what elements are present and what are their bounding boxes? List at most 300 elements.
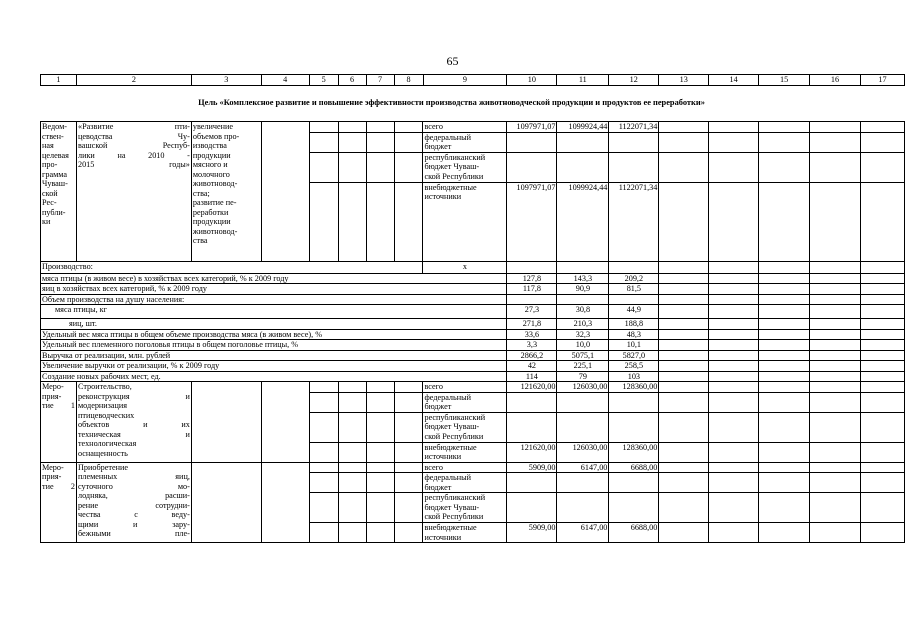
empty-cell (810, 294, 861, 305)
empty-cell (810, 412, 861, 442)
empty-cell (860, 473, 904, 493)
empty-cell (709, 361, 759, 372)
value-cell-col12: 258,5 (609, 361, 659, 372)
empty-cell (338, 493, 366, 523)
empty-cell (309, 392, 338, 412)
column-number-cell: 2 (76, 75, 191, 86)
value-cell-col11: 126030,00 (557, 442, 609, 462)
funding-source-cell: внебюджетные источники (423, 182, 507, 261)
indicator-label: мяса птицы (в живом весе) в хозяйствах всех категорий, % к 2009 году (41, 273, 507, 284)
empty-cell (309, 523, 338, 543)
column-number-cell: 16 (810, 75, 861, 86)
empty-cell (759, 392, 810, 412)
column-number-cell: 12 (609, 75, 659, 86)
empty-cell (709, 382, 759, 393)
value-cell-col10: 5909,00 (507, 523, 557, 543)
empty-cell (759, 132, 810, 152)
empty-cell (810, 182, 861, 261)
empty-cell (659, 284, 709, 295)
empty-cell (759, 261, 810, 273)
empty-cell (810, 329, 861, 340)
value-cell-col11: 1099924,44 (557, 122, 609, 133)
value-cell-col11 (557, 493, 609, 523)
empty-cell (309, 473, 338, 493)
empty-cell (261, 462, 309, 543)
empty-cell (659, 462, 709, 473)
indicator-row (41, 261, 905, 273)
empty-cell (659, 340, 709, 351)
value-cell-col11: 6147,00 (557, 462, 609, 473)
empty-cell (860, 412, 904, 442)
empty-cell (759, 284, 810, 295)
empty-cell (860, 273, 904, 284)
empty-cell (609, 294, 659, 305)
empty-cell (860, 261, 904, 273)
empty-cell (394, 392, 423, 412)
value-cell-col10: 3,3 (507, 340, 557, 351)
block-goal-cell (191, 382, 261, 463)
empty-cell (338, 442, 366, 462)
value-cell-col12: 1122071,34 (609, 122, 659, 133)
empty-cell (366, 182, 394, 261)
table-row (41, 382, 905, 393)
column-number-header (40, 74, 905, 86)
empty-cell (759, 473, 810, 493)
column-number-cell: 14 (709, 75, 759, 86)
empty-cell (366, 122, 394, 133)
empty-cell (394, 382, 423, 393)
funding-source-cell: внебюджетные источники (423, 523, 507, 543)
empty-cell (860, 371, 904, 382)
empty-cell (309, 182, 338, 261)
column-number-cell: 7 (366, 75, 394, 86)
value-cell-col12: 1122071,34 (609, 182, 659, 261)
table-row (41, 122, 905, 133)
value-cell-col10: 1097971,07 (507, 182, 557, 261)
value-cell-col12: 128360,00 (609, 442, 659, 462)
empty-cell (860, 182, 904, 261)
value-cell-col11: 126030,00 (557, 382, 609, 393)
column-number-cell: 17 (860, 75, 904, 86)
value-cell-col11 (557, 152, 609, 182)
block-name-cell: Приобретение племенных яиц, суточного мо- лодняка, расши- рение сотрудни- чества с веду- щими и зару- бежными пле- (76, 462, 191, 543)
indicator-row (41, 284, 905, 295)
empty-cell (709, 412, 759, 442)
block-type-cell: Меро- прия- тие 2 (41, 462, 77, 543)
value-cell-col12: 6688,00 (609, 523, 659, 543)
empty-cell (394, 493, 423, 523)
indicator-label: Удельный вес мяса птицы в общем объеме производства мяса (в живом весе), % (41, 329, 507, 340)
empty-cell (759, 442, 810, 462)
indicator-label: Создание новых рабочих мест, ед. (41, 371, 507, 382)
empty-cell (860, 392, 904, 412)
value-cell-col11: 6147,00 (557, 523, 609, 543)
empty-cell (659, 473, 709, 493)
empty-cell (609, 261, 659, 273)
value-cell-col12 (609, 392, 659, 412)
empty-cell (759, 371, 810, 382)
goal-title: Цель «Комплексное развитие и повышение эффективности производства животноводческой продукции и продуктов ее переработки» (198, 98, 705, 107)
indicator-row (41, 329, 905, 340)
indicator-row (41, 294, 905, 305)
empty-cell (860, 122, 904, 133)
empty-cell (810, 284, 861, 295)
empty-cell (759, 182, 810, 261)
empty-cell (709, 182, 759, 261)
empty-cell (394, 122, 423, 133)
empty-cell (557, 261, 609, 273)
column-number-cell: 3 (191, 75, 261, 86)
empty-cell (860, 493, 904, 523)
empty-cell (394, 182, 423, 261)
empty-cell (659, 442, 709, 462)
empty-cell (860, 442, 904, 462)
value-cell-col10: 1097971,07 (507, 122, 557, 133)
empty-cell (338, 132, 366, 152)
value-cell-col10 (507, 132, 557, 152)
value-cell-col10 (507, 392, 557, 412)
column-number-cell: 10 (507, 75, 557, 86)
empty-cell (338, 523, 366, 543)
empty-cell (709, 284, 759, 295)
value-cell-col12 (609, 412, 659, 442)
empty-cell (338, 382, 366, 393)
column-number-cell: 15 (759, 75, 810, 86)
empty-cell (394, 412, 423, 442)
value-cell-col10: 127,8 (507, 273, 557, 284)
empty-cell (366, 412, 394, 442)
empty-cell (709, 442, 759, 462)
empty-cell (709, 132, 759, 152)
empty-cell (860, 361, 904, 372)
empty-cell (810, 122, 861, 133)
empty-cell (659, 294, 709, 305)
empty-cell (709, 122, 759, 133)
funding-source-cell: федеральный бюджет (423, 392, 507, 412)
value-cell-col11: 32,3 (557, 329, 609, 340)
value-cell-col11: 5075,1 (557, 350, 609, 361)
empty-cell (810, 361, 861, 372)
value-cell-col11: 10,0 (557, 340, 609, 351)
block-goal-cell: увеличение объемов про- изводства продукции мясного и молочного животновод- ства; развитие пе- реработки продукции животновод- ства (191, 122, 261, 262)
indicator-section-header: Объем производства на душу населения: (41, 294, 507, 305)
value-cell-col12: 188,8 (609, 319, 659, 330)
value-cell-col11 (557, 473, 609, 493)
indicator-row (41, 361, 905, 372)
empty-cell (338, 473, 366, 493)
table-row (41, 462, 905, 473)
value-cell-col12 (609, 132, 659, 152)
empty-cell (759, 294, 810, 305)
empty-cell (309, 493, 338, 523)
empty-cell (759, 361, 810, 372)
indicator-row (41, 350, 905, 361)
empty-cell (338, 412, 366, 442)
empty-cell (366, 493, 394, 523)
value-cell-col10: 42 (507, 361, 557, 372)
funding-source-cell: федеральный бюджет (423, 132, 507, 152)
indicator-label: яиц, шт. (41, 319, 507, 330)
empty-cell (759, 493, 810, 523)
empty-cell (309, 132, 338, 152)
funding-source-cell: всего (423, 382, 507, 393)
value-cell-col12 (609, 152, 659, 182)
empty-cell (810, 392, 861, 412)
empty-cell (759, 319, 810, 330)
funding-source-cell: республиканский бюджет Чуваш- ской Республики (423, 493, 507, 523)
empty-cell (709, 473, 759, 493)
empty-cell (659, 261, 709, 273)
empty-cell (507, 294, 557, 305)
empty-cell (810, 152, 861, 182)
value-cell-col12: 128360,00 (609, 382, 659, 393)
empty-cell (309, 442, 338, 462)
empty-cell (338, 182, 366, 261)
empty-cell (659, 305, 709, 319)
column-number-cell: 5 (309, 75, 338, 86)
indicator-row (41, 371, 905, 382)
empty-cell (709, 329, 759, 340)
empty-cell (810, 473, 861, 493)
empty-cell (759, 340, 810, 351)
empty-cell (394, 473, 423, 493)
value-cell-col12: 6688,00 (609, 462, 659, 473)
value-cell-col10 (507, 152, 557, 182)
empty-cell (338, 462, 366, 473)
column-number-cell: 6 (338, 75, 366, 86)
value-cell-col12: 5827,0 (609, 350, 659, 361)
empty-cell (261, 122, 309, 262)
empty-cell (860, 284, 904, 295)
column-number-cell: 4 (261, 75, 309, 86)
indicator-row (41, 319, 905, 330)
empty-cell (366, 523, 394, 543)
empty-cell (394, 442, 423, 462)
empty-cell (659, 122, 709, 133)
funding-source-cell: всего (423, 122, 507, 133)
empty-cell (659, 493, 709, 523)
empty-cell (659, 350, 709, 361)
block-type-cell: Ведом- ствен- ная целевая про- грамма Чуваш- ской Рес- публи- ки (41, 122, 77, 262)
value-cell-col11: 90,9 (557, 284, 609, 295)
empty-cell (659, 182, 709, 261)
empty-cell (709, 261, 759, 273)
empty-cell (659, 152, 709, 182)
empty-cell (810, 523, 861, 543)
empty-cell (659, 382, 709, 393)
empty-cell (394, 132, 423, 152)
empty-cell (759, 329, 810, 340)
empty-cell (309, 412, 338, 442)
empty-cell (810, 261, 861, 273)
value-cell-col10: 5909,00 (507, 462, 557, 473)
indicator-label: Увеличение выручки от реализации, % к 2009 году (41, 361, 507, 372)
empty-cell (759, 122, 810, 133)
block-goal-cell (191, 462, 261, 543)
column-number-cell: 1 (41, 75, 77, 86)
empty-cell (810, 350, 861, 361)
indicator-row (41, 305, 905, 319)
empty-cell (860, 340, 904, 351)
value-cell-col10 (507, 473, 557, 493)
indicator-label: Удельный вес племенного поголовья птицы в общем поголовье птицы, % (41, 340, 507, 351)
page-number: 65 (446, 54, 459, 68)
empty-cell (338, 152, 366, 182)
value-cell-col10: 27,3 (507, 305, 557, 319)
empty-cell (810, 382, 861, 393)
indicator-label: Выручка от реализации, млн. рублей (41, 350, 507, 361)
empty-cell (810, 305, 861, 319)
value-cell-col10: 2866,2 (507, 350, 557, 361)
value-cell-col12: 44,9 (609, 305, 659, 319)
funding-source-cell: всего (423, 462, 507, 473)
empty-cell (709, 462, 759, 473)
empty-cell (860, 319, 904, 330)
empty-cell (309, 122, 338, 133)
empty-cell (759, 462, 810, 473)
value-cell-col10: 33,6 (507, 329, 557, 340)
empty-cell (659, 132, 709, 152)
value-cell-col10: 271,8 (507, 319, 557, 330)
value-cell-col12: 81,5 (609, 284, 659, 295)
empty-cell (394, 152, 423, 182)
value-cell-col11: 143,3 (557, 273, 609, 284)
empty-cell (659, 319, 709, 330)
empty-cell (810, 493, 861, 523)
empty-cell (261, 382, 309, 463)
empty-cell (659, 371, 709, 382)
empty-cell (860, 152, 904, 182)
value-cell-col10 (507, 412, 557, 442)
empty-cell (759, 382, 810, 393)
empty-cell (810, 132, 861, 152)
value-cell-col10: 121620,00 (507, 442, 557, 462)
value-cell-col12: 103 (609, 371, 659, 382)
indicator-label: яиц в хозяйствах всех категорий, % к 2009 году (41, 284, 507, 295)
empty-cell (659, 329, 709, 340)
empty-cell (860, 132, 904, 152)
empty-cell (810, 340, 861, 351)
empty-cell (810, 273, 861, 284)
value-cell-col10 (507, 493, 557, 523)
empty-cell (338, 392, 366, 412)
value-cell-col11: 79 (557, 371, 609, 382)
empty-cell (366, 132, 394, 152)
empty-cell (394, 523, 423, 543)
empty-cell (366, 392, 394, 412)
empty-cell (810, 319, 861, 330)
empty-cell (860, 350, 904, 361)
column-number-cell: 11 (557, 75, 609, 86)
empty-cell (810, 462, 861, 473)
indicator-label: мяса птицы, кг (41, 305, 507, 319)
funding-source-cell: республиканский бюджет Чуваш- ской Республики (423, 412, 507, 442)
block-name-cell: «Развитие пти- цеводства Чу- вашской Респуб- лики на 2010 - 2015 годы» (76, 122, 191, 262)
empty-cell (309, 462, 338, 473)
empty-cell (366, 473, 394, 493)
empty-cell (860, 294, 904, 305)
indicator-row (41, 273, 905, 284)
empty-cell (709, 493, 759, 523)
value-cell-col12 (609, 473, 659, 493)
column-number-cell: 13 (659, 75, 709, 86)
indicator-row (41, 340, 905, 351)
empty-cell (709, 523, 759, 543)
empty-cell (709, 350, 759, 361)
value-cell-col10: 117,8 (507, 284, 557, 295)
empty-cell (366, 382, 394, 393)
column-number-cell: 8 (394, 75, 423, 86)
empty-cell (659, 361, 709, 372)
empty-cell (709, 294, 759, 305)
empty-cell (759, 523, 810, 543)
value-cell-col12: 10,1 (609, 340, 659, 351)
empty-cell (860, 305, 904, 319)
empty-cell (860, 523, 904, 543)
empty-cell (366, 462, 394, 473)
empty-cell (759, 273, 810, 284)
empty-cell (366, 152, 394, 182)
block-name-cell: Строительство, реконструкция и модернизация птицеводческих объектов и их техническая и технологическая оснащенность (76, 382, 191, 463)
value-cell-col11: 210,3 (557, 319, 609, 330)
empty-cell (309, 152, 338, 182)
funding-source-cell: федеральный бюджет (423, 473, 507, 493)
x-mark-cell: х (423, 261, 507, 273)
value-cell-col10: 121620,00 (507, 382, 557, 393)
value-cell-col11: 1099924,44 (557, 182, 609, 261)
value-cell-col12 (609, 493, 659, 523)
block-type-cell: Меро- прия- тие 1 (41, 382, 77, 463)
value-cell-col11: 30,8 (557, 305, 609, 319)
empty-cell (709, 152, 759, 182)
empty-cell (860, 329, 904, 340)
empty-cell (709, 273, 759, 284)
empty-cell (338, 122, 366, 133)
empty-cell (759, 152, 810, 182)
value-cell-col12: 48,3 (609, 329, 659, 340)
empty-cell (709, 371, 759, 382)
empty-cell (507, 261, 557, 273)
value-cell-col11 (557, 412, 609, 442)
empty-cell (659, 412, 709, 442)
empty-cell (659, 523, 709, 543)
empty-cell (659, 273, 709, 284)
indicator-section-header: Производство: (41, 261, 423, 273)
empty-cell (394, 462, 423, 473)
empty-cell (810, 371, 861, 382)
empty-cell (860, 462, 904, 473)
value-cell-col11 (557, 132, 609, 152)
empty-cell (860, 382, 904, 393)
empty-cell (759, 305, 810, 319)
empty-cell (557, 294, 609, 305)
empty-cell (759, 412, 810, 442)
funding-source-cell: республиканский бюджет Чуваш- ской Республики (423, 152, 507, 182)
program-table (40, 121, 905, 543)
empty-cell (659, 392, 709, 412)
funding-source-cell: внебюджетные источники (423, 442, 507, 462)
empty-cell (709, 392, 759, 412)
column-number-cell: 9 (423, 75, 507, 86)
empty-cell (810, 442, 861, 462)
value-cell-col11: 225,1 (557, 361, 609, 372)
empty-cell (309, 382, 338, 393)
empty-cell (759, 350, 810, 361)
empty-cell (709, 305, 759, 319)
value-cell-col10: 114 (507, 371, 557, 382)
empty-cell (709, 319, 759, 330)
empty-cell (709, 340, 759, 351)
